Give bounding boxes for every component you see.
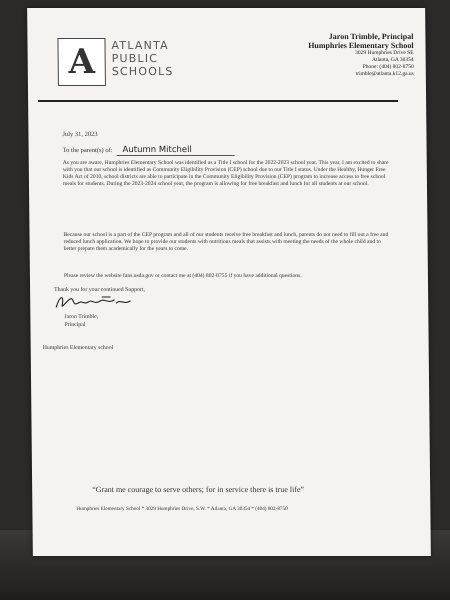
recipient-line: [63, 145, 235, 156]
email-address: trimble@atlanta.k12.ga.us: [355, 71, 414, 77]
school-motto: “Grant me courage to serve others; for in service there is true life”: [92, 485, 305, 494]
logo-line-3: SCHOOLS: [111, 65, 174, 78]
logo-line-1: ATLANTA: [111, 39, 169, 52]
paragraph-2: Because our school is a part of the CEP program and all of our students receive free breakfast and lunch, parents do not need to fill out a free and reduced lunch application. We hope to provide our students with nutritious meals that assists with meeting the needs of the whole child and to better prepare them academically for the years to come.: [63, 232, 389, 252]
letterhead-divider: [38, 100, 398, 102]
letter-page: [27, 8, 431, 556]
recipient-label: To the parent(s) of:: [62, 147, 113, 154]
paragraph-3: Please review the website fans.usda.gov or contact me at (404) 802-8755 if you have additional questions.: [63, 273, 302, 279]
signatory: [64, 313, 98, 329]
street-address: 3029 Humphries Drive SE: [355, 50, 414, 56]
recipient-name: Autumn Mitchell: [116, 145, 234, 156]
handwritten-signature: [52, 293, 137, 311]
signatory-school: Humphries Elementary school: [42, 345, 114, 351]
signatory-name: Jaron Trimble,: [64, 314, 99, 320]
closing-line: Thank you for your continued Support,: [54, 287, 145, 293]
aps-logo: [57, 38, 106, 86]
letter-date: July 31, 2023: [62, 131, 98, 138]
logo-line-2: PUBLIC: [111, 52, 159, 65]
logo-wordmark: [111, 39, 173, 78]
logo-letter: A: [68, 42, 96, 82]
phone-number: Phone: (404) 802-8750: [362, 64, 414, 70]
city-address: Atlanta, GA 30354: [371, 57, 414, 63]
letterhead-contact: [308, 32, 414, 78]
letter-footer: Humphries Elementary School * 3029 Humphries Drive, S.W. * Atlanta, GA 30354 * (404) 802-8750: [76, 506, 288, 512]
signatory-title: Principal: [64, 322, 86, 328]
principal-name: Jaron Trimble, Principal: [328, 32, 414, 41]
paragraph-1: As you are aware, Humphries Elementary School was identified as a Title I school for the 2022-2023 school year. This year, I am excited to share with you that our school is identified as Community Eligibility Provision (CEP) school due to our Title I status. Under the Healthy, Hunger Free Kids Act of 2010, school districts are able to participate in the Community Eligibility Provision (CEP) program to increase access to free school meals for students. During the 2023-2024 school year, the program is allowing for free breakfast and lunch for all students at our school.: [62, 160, 389, 187]
school-name: Humphries Elementary School: [308, 41, 414, 50]
